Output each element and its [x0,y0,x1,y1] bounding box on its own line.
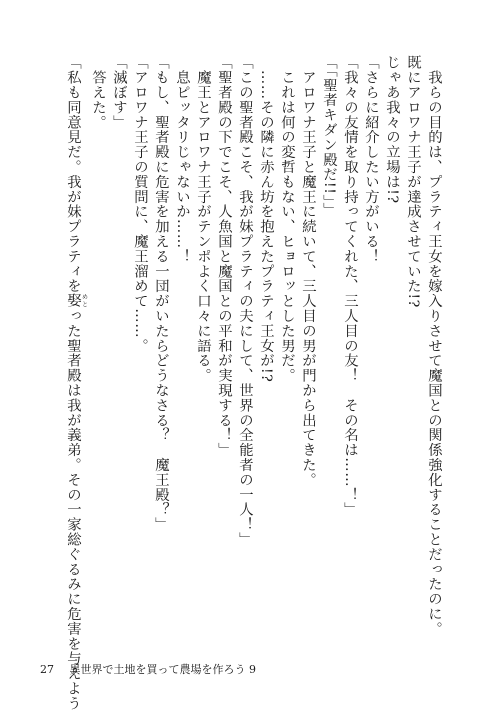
text-line: 「滅ぼす」 [111,55,127,130]
text-line: ……その隣に赤ん坊を抱えたプラティ王女が!? [258,55,274,383]
text-line: 「もし、聖者殿に危害を加える一団がいたらどうなさる？ 魔王殿？」 [153,55,169,532]
text-line: 「さらに紹介したい方がいる！ [363,55,379,264]
text-line: 息ピッタリじゃないか……！ [174,55,190,264]
text-line: 「この聖者殿こそ、我が妹プラティの夫にして、世界の全能者の一人！」 [237,55,253,547]
text-line: これは何の変哲もない、ヒョロッとした男だ。 [279,55,295,383]
text-line-with-ruby: 「私も同意見だ。我が妹プラティを娶 めとった聖者殿は我が義弟。その一家総ぐるみに危害を与えよう [65,55,88,711]
text-line: 「アロワナ王子の質問に、魔王溜めて……。 [132,55,148,353]
text-line: 「我々の友情を取り持ってくれた、三人目の友！ その名は……！」 [342,55,358,517]
text-line: 魔王とアロワナ王子がテンポよく口々に語る。 [195,55,211,383]
text-line: 既にアロワナ王子が達成させていた!? [405,55,421,308]
text-line: 「「聖者キダン殿だ!!」」 [321,55,337,218]
text-line: 答えた。 [90,55,106,130]
page-footer [40,661,256,677]
ruby-annotation: 娶 めと [65,293,88,309]
text-line: 「聖者殿の下でこそ、人魚国と魔国との平和が実現する！」 [216,55,232,458]
page-number: 27 [40,663,54,676]
text-line: 我らの目的は、プラティ王女を嫁入りさせて魔国との関係強化することだったのに。 [426,55,442,637]
book-title: 異世界で土地を買って農場を作ろう 9 [69,663,256,676]
text-line: アロワナ王子と魔王に続いて、三人目の男が門から出てきた。 [300,55,316,488]
ruby-reading: めと [80,293,88,309]
text-line: じゃあ我々の立場は!? [384,55,400,204]
